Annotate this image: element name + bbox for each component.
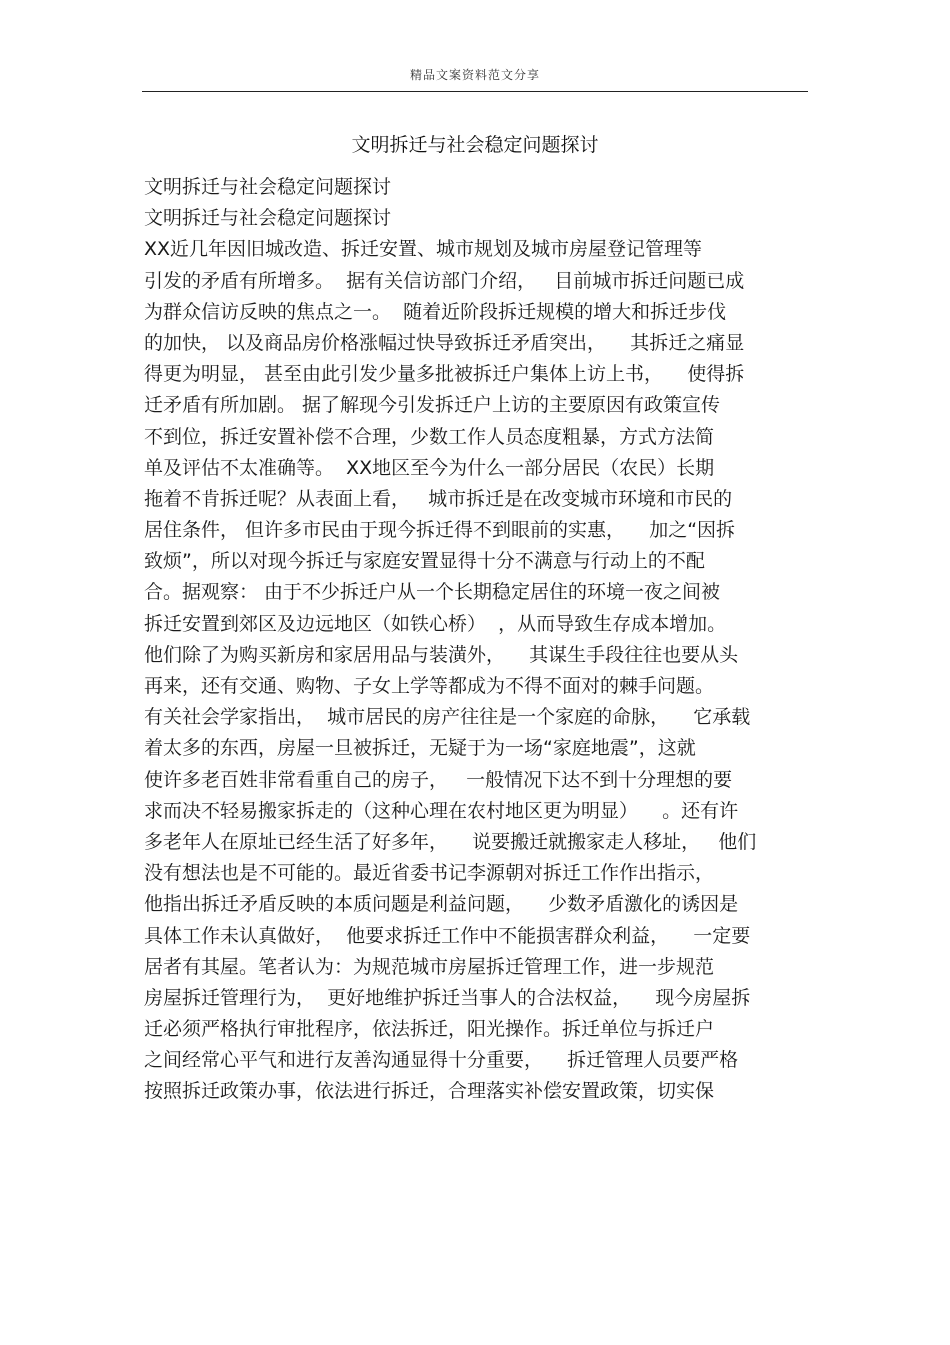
body-line: 之间经常心平气和进行友善沟通显得十分重要， 拆迁管理人员要严格 <box>144 1049 739 1072</box>
body-line: 按照拆迁政策办事，依法进行拆迁，合理落实补偿安置政策，切实保 <box>144 1080 715 1103</box>
body-line: 居住条件， 但许多市民由于现今拆迁得不到眼前的实惠， 加之“因拆 <box>144 519 736 542</box>
body-line: 具体工作未认真做好， 他要求拆迁工作中不能损害群众利益， 一定要 <box>144 924 751 947</box>
body-line: 的加快， 以及商品房价格涨幅过快导致拆迁矛盾突出， 其拆迁之痛显 <box>144 331 745 354</box>
page-header: 精品文案资料范文分享 <box>409 68 540 82</box>
body-line: 不到位，拆迁安置补偿不合理，少数工作人员态度粗暴，方式方法简 <box>144 425 715 448</box>
body-line: 他们除了为购买新房和家居用品与装潢外， 其谋生手段往往也要从头 <box>144 643 739 666</box>
body-line: 使许多老百姓非常看重自己的房子， 一般情况下达不到十分理想的要 <box>144 768 733 791</box>
body-line: 没有想法也是不可能的。最近省委书记李源朝对拆迁工作作出指示， <box>144 862 715 885</box>
body-line: 拆迁安置到郊区及边远地区（如铁心桥） ，从而导致生存成本增加。 <box>144 612 727 635</box>
body-line: 有关社会学家指出， 城市居民的房产往往是一个家庭的命脉， 它承载 <box>144 706 751 729</box>
body-line: 房屋拆迁管理行为， 更好地维护拆迁当事人的合法权益， 现今房屋拆 <box>144 986 751 1009</box>
body-line: 居者有其屋。笔者认为：为规范城市房屋拆迁管理工作，进一步规范 <box>144 955 715 978</box>
document-title: 文明拆迁与社会稳定问题探讨 <box>351 134 599 156</box>
body-line: 文明拆迁与社会稳定问题探讨 <box>144 207 392 230</box>
body-line: 着太多的东西，房屋一旦被拆迁，无疑于为一场“家庭地震”，这就 <box>144 737 696 760</box>
body-line: 迁矛盾有所加剧。 据了解现今引发拆迁户上访的主要原因有政策宣传 <box>144 394 721 417</box>
body-line: 迁必须严格执行审批程序，依法拆迁，阳光操作。拆迁单位与拆迁户 <box>144 1018 715 1041</box>
body-line: 多老年人在原址已经生活了好多年， 说要搬迁就搬家走人移址， 他们 <box>144 830 757 853</box>
body-line: 拖着不肯拆迁呢？从表面上看， 城市拆迁是在改变城市环境和市民的 <box>144 487 733 510</box>
body-line: 为群众信访反映的焦点之一。 随着近阶段拆迁规模的增大和拆迁步伐 <box>144 300 727 323</box>
body-line: XX近几年因旧城改造、拆迁安置、城市规划及城市房屋登记管理等 <box>144 238 703 261</box>
body-line: 文明拆迁与社会稳定问题探讨 <box>144 176 392 198</box>
document-body <box>144 172 814 1108</box>
body-line: 单及评估不太准确等。 XX地区至今为什么一部分居民（农民）长期 <box>144 456 715 479</box>
body-line: 求而决不轻易搬家拆走的（这种心理在农村地区更为明显） 。还有许 <box>144 799 739 822</box>
header-divider <box>142 91 808 92</box>
body-line: 他指出拆迁矛盾反映的本质问题是利益问题， 少数矛盾激化的诱因是 <box>144 893 739 916</box>
body-line: 致烦”，所以对现今拆迁与家庭安置显得十分不满意与行动上的不配 <box>144 550 705 573</box>
body-line: 得更为明显， 甚至由此引发少量多批被拆迁户集体上访上书， 使得拆 <box>144 363 745 386</box>
body-line: 再来，还有交通、购物、子女上学等都成为不得不面对的棘手问题。 <box>144 675 715 697</box>
body-line: 引发的矛盾有所增多。 据有关信访部门介绍， 目前城市拆迁问题已成 <box>144 269 745 292</box>
body-line: 合。据观察： 由于不少拆迁户从一个长期稳定居住的环境一夜之间被 <box>144 581 721 604</box>
